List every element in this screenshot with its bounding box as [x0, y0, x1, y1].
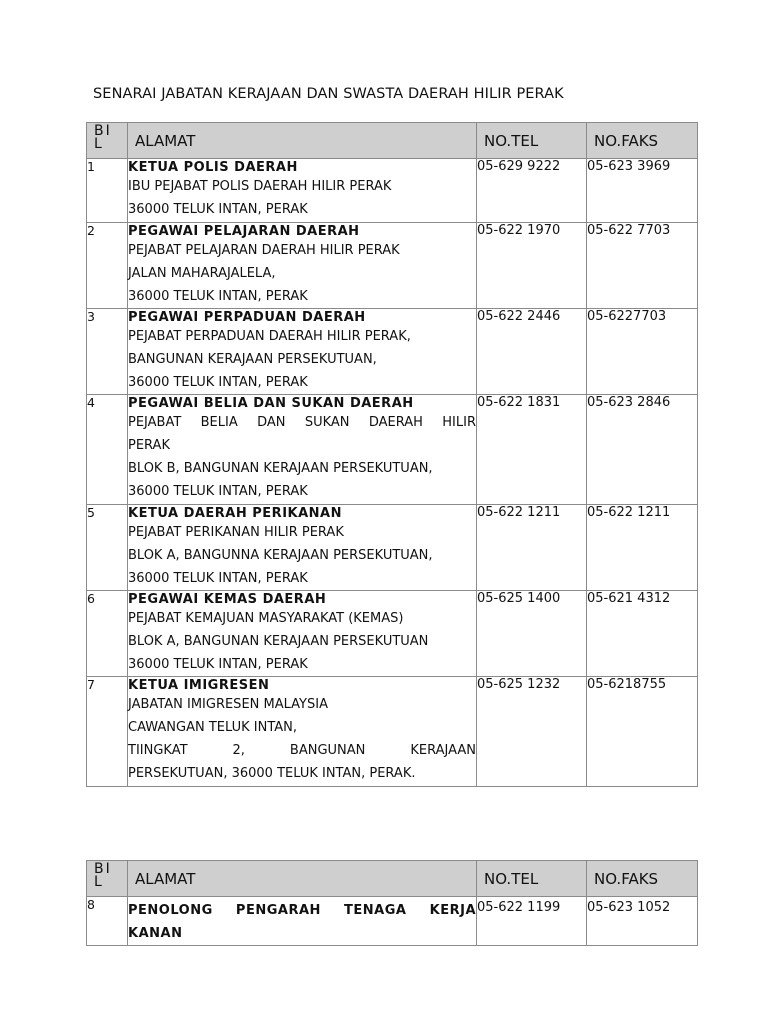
address-line: BLOK A, BANGUNNA KERAJAAN PERSEKUTUAN, [128, 548, 433, 563]
address-line: PERAK [128, 438, 170, 453]
directory-table [86, 122, 698, 787]
row-number: 4 [87, 395, 128, 505]
fax-number: 05-6218755 [587, 677, 698, 787]
row-address [128, 309, 477, 395]
row-number: 8 [87, 897, 128, 946]
address-line: 36000 TELUK INTAN, PERAK [128, 657, 308, 672]
address-line: 36000 TELUK INTAN, PERAK [128, 484, 308, 499]
office-name: PEGAWAI BELIA DAN SUKAN DAERAH [128, 396, 414, 411]
fax-number: 05-623 3969 [587, 159, 698, 223]
header-tel: NO.TEL [477, 123, 587, 159]
header-bil: BI L [87, 123, 128, 159]
row-number: 2 [87, 223, 128, 309]
table-row [87, 677, 698, 787]
address-line: PEJABAT BELIA DAN SUKAN DAERAH HILIR [128, 415, 476, 430]
table-header-row [87, 123, 698, 159]
fax-number: 05-6227703 [587, 309, 698, 395]
address-line: JABATAN IMIGRESEN MALAYSIA [128, 697, 328, 712]
row-number: 6 [87, 591, 128, 677]
table-row [87, 395, 698, 505]
table-row [87, 897, 698, 946]
address-line: PEJABAT PERIKANAN HILIR PERAK [128, 525, 344, 540]
row-number: 5 [87, 505, 128, 591]
table-row [87, 591, 698, 677]
address-line: 36000 TELUK INTAN, PERAK [128, 375, 308, 390]
header-bil: BI L [87, 861, 128, 897]
row-address [128, 159, 477, 223]
address-line: 36000 TELUK INTAN, PERAK [128, 289, 308, 304]
office-name: PEGAWAI KEMAS DAERAH [128, 592, 327, 607]
phone-number: 05-622 1211 [477, 505, 587, 591]
row-address [128, 505, 477, 591]
row-number: 1 [87, 159, 128, 223]
office-name: PEGAWAI PELAJARAN DAERAH [128, 224, 360, 239]
row-address [128, 395, 477, 505]
fax-number: 05-623 2846 [587, 395, 698, 505]
row-address [128, 223, 477, 309]
table-row [87, 505, 698, 591]
address-line: PEJABAT PERPADUAN DAERAH HILIR PERAK, [128, 329, 411, 344]
address-line: BANGUNAN KERAJAAN PERSEKUTUAN, [128, 352, 377, 367]
address-line: 36000 TELUK INTAN, PERAK [128, 202, 308, 217]
header-faks: NO.FAKS [587, 123, 698, 159]
header-faks: NO.FAKS [587, 861, 698, 897]
office-name-cont: KANAN [128, 926, 183, 941]
header-alamat: ALAMAT [128, 123, 477, 159]
office-name: KETUA DAERAH PERIKANAN [128, 506, 342, 521]
header-tel: NO.TEL [477, 861, 587, 897]
phone-number: 05-622 2446 [477, 309, 587, 395]
address-line: 36000 TELUK INTAN, PERAK [128, 571, 308, 586]
phone-number: 05-622 1199 [477, 897, 587, 946]
address-line: BLOK A, BANGUNAN KERAJAAN PERSEKUTUAN [128, 634, 429, 649]
fax-number: 05-623 1052 [587, 897, 698, 946]
address-line: BLOK B, BANGUNAN KERAJAAN PERSEKUTUAN, [128, 461, 433, 476]
office-name: PEGAWAI PERPADUAN DAERAH [128, 310, 366, 325]
row-address [128, 897, 477, 946]
phone-number: 05-622 1970 [477, 223, 587, 309]
directory-table-continued [86, 860, 698, 946]
phone-number: 05-625 1232 [477, 677, 587, 787]
header-alamat: ALAMAT [128, 861, 477, 897]
table-header-row [87, 861, 698, 897]
address-line: PEJABAT KEMAJUAN MASYARAKAT (KEMAS) [128, 611, 404, 626]
table-row [87, 159, 698, 223]
fax-number: 05-621 4312 [587, 591, 698, 677]
fax-number: 05-622 1211 [587, 505, 698, 591]
fax-number: 05-622 7703 [587, 223, 698, 309]
address-line: CAWANGAN TELUK INTAN, [128, 720, 298, 735]
phone-number: 05-622 1831 [477, 395, 587, 505]
table-row [87, 223, 698, 309]
document-title: SENARAI JABATAN KERAJAAN DAN SWASTA DAERAH HILIR PERAK [93, 86, 564, 102]
table-row [87, 309, 698, 395]
row-number: 7 [87, 677, 128, 787]
office-name: KETUA POLIS DAERAH [128, 160, 298, 175]
office-name: PENOLONG PENGARAH TENAGA KERJA [128, 903, 476, 918]
address-line: TIINGKAT 2, BANGUNAN KERAJAAN [128, 743, 476, 758]
phone-number: 05-629 9222 [477, 159, 587, 223]
address-line: JALAN MAHARAJALELA, [128, 266, 276, 281]
office-name: KETUA IMIGRESEN [128, 678, 270, 693]
address-line: PERSEKUTUAN, 36000 TELUK INTAN, PERAK. [128, 766, 416, 781]
address-line: PEJABAT PELAJARAN DAERAH HILIR PERAK [128, 243, 400, 258]
address-line: IBU PEJABAT POLIS DAERAH HILIR PERAK [128, 179, 392, 194]
row-address [128, 591, 477, 677]
phone-number: 05-625 1400 [477, 591, 587, 677]
row-address [128, 677, 477, 787]
row-number: 3 [87, 309, 128, 395]
